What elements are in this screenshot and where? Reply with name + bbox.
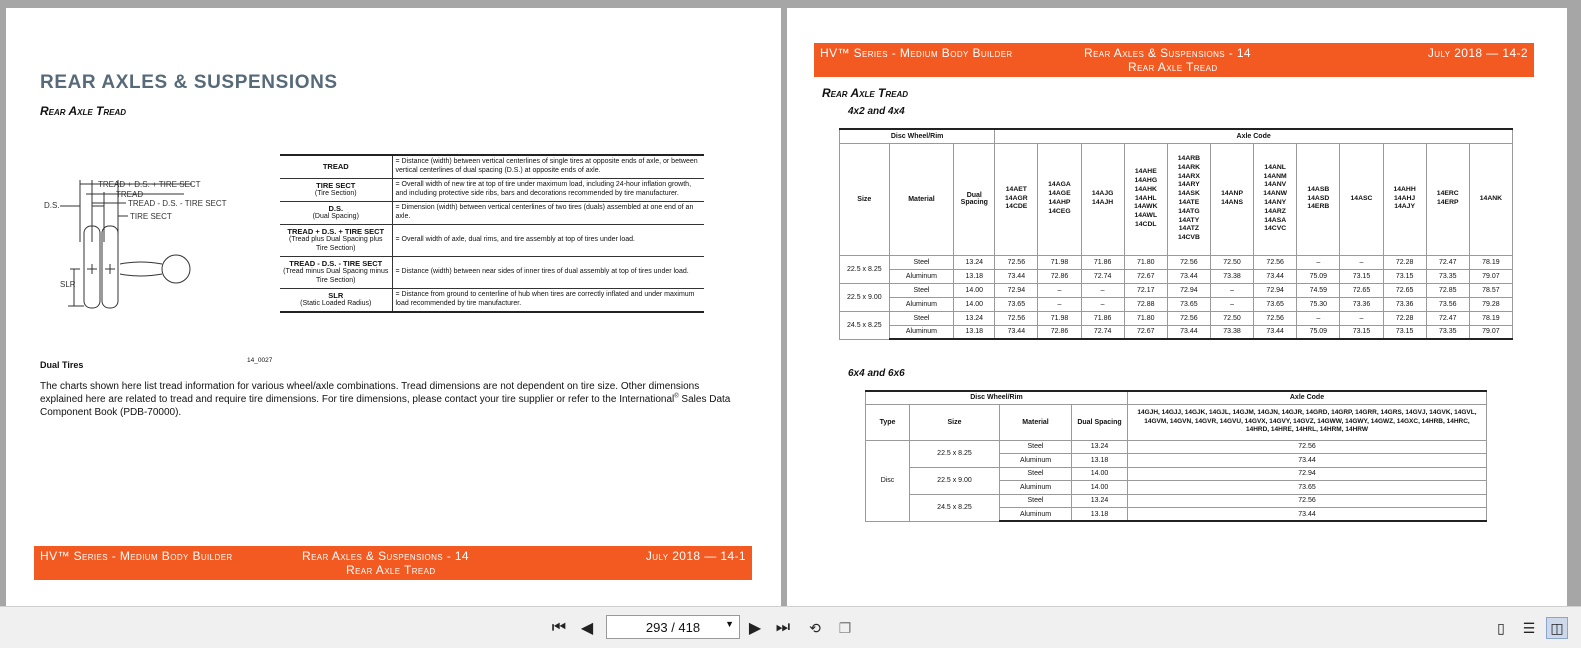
tread-value-cell: – [1210, 297, 1253, 311]
table1-title: 4x2 and 4x4 [848, 106, 905, 117]
tread-value-cell: 72.88 [1124, 297, 1167, 311]
tread-value-cell: 72.74 [1081, 269, 1124, 283]
prev-page-icon[interactable]: ◀ [580, 620, 594, 637]
tread-value-cell: 73.35 [1426, 325, 1469, 339]
header-section: Rear Axles & Suspensions - 14 [1084, 46, 1251, 60]
tread-value-cell: – [1081, 283, 1124, 297]
dual-tires-heading: Dual Tires [40, 360, 84, 370]
single-page-icon[interactable]: ▯ [1497, 619, 1505, 636]
tread-value-cell: 79.07 [1469, 325, 1512, 339]
col-material: Material [889, 143, 954, 255]
definition-term-cell [280, 178, 392, 201]
tread-value-cell: 75.09 [1297, 325, 1340, 339]
size-cell: 22.5 x 8.25 [840, 255, 890, 283]
tread-value-cell: 72.56 [995, 255, 1038, 269]
registered-mark: ® [674, 393, 679, 400]
definition-term: D.S. [328, 203, 344, 213]
tread-value-cell: 72.56 [1167, 255, 1210, 269]
group-disc-wheel: Disc Wheel/Rim [866, 391, 1128, 404]
copy-icon[interactable]: ❐ [838, 619, 852, 636]
definition-sub: (Tread minus Dual Spacing minus Tire Section) [283, 268, 389, 284]
footer-section-sub: Rear Axle Tread [346, 563, 436, 577]
first-page-icon[interactable]: ⏮ [551, 619, 567, 636]
table-row [840, 283, 1513, 297]
tread-value-cell: 71.80 [1124, 311, 1167, 325]
tread-value-cell: 73.44 [1167, 269, 1210, 283]
tread-value-cell: 73.35 [1426, 269, 1469, 283]
tread-value-cell: 73.38 [1210, 325, 1253, 339]
axle-code-header: 14ANL 14ANM 14ANV 14ANW 14ANY 14ARZ 14ASA 14CVC [1254, 143, 1297, 255]
tread-value-cell: 73.44 [995, 269, 1038, 283]
type-cell: Disc [866, 440, 910, 521]
axle-code-header: 14AGA 14AGE 14AHP 14CEG [1038, 143, 1081, 255]
definition-term-cell [280, 155, 392, 178]
tread-value-cell: 72.56 [995, 311, 1038, 325]
tread-value-cell: – [1081, 297, 1124, 311]
material-cell: Aluminum [1000, 508, 1072, 522]
tread-value-cell: 73.15 [1383, 269, 1426, 283]
definition-term-cell [280, 201, 392, 224]
tread-value-cell: 72.17 [1124, 283, 1167, 297]
material-cell: Aluminum [889, 269, 954, 283]
tread-value-cell: 79.07 [1469, 269, 1512, 283]
page-title: REAR AXLES & SUSPENSIONS [40, 72, 338, 93]
axle-code-header: 14ANK [1469, 143, 1512, 255]
page-subtitle: Rear Axle Tread [40, 104, 127, 118]
table-row [840, 255, 1513, 269]
tread-value-cell: 72.50 [1210, 255, 1253, 269]
size-cell: 22.5 x 9.00 [840, 283, 890, 311]
material-cell: Steel [889, 255, 954, 269]
tread-value-cell: 72.47 [1426, 311, 1469, 325]
figure-number: 14_0027 [247, 357, 273, 364]
definition-row [280, 224, 704, 256]
page-number-select[interactable] [606, 615, 740, 639]
tread-value-cell: 72.67 [1124, 269, 1167, 283]
tread-value-cell: 79.28 [1469, 297, 1512, 311]
dual-spacing-cell: 13.24 [954, 311, 995, 325]
definition-desc: = Distance (width) between near sides of inner tires of dual assembly at top of tires under load. [392, 256, 704, 288]
col-material: Material [1000, 404, 1072, 440]
tread-value-cell: 73.44 [1128, 454, 1487, 468]
table-row [840, 325, 1513, 339]
page-header [814, 43, 1534, 77]
tread-value-cell: 73.15 [1383, 325, 1426, 339]
definition-term: TREAD + D.S. + TIRE SECT [287, 226, 385, 236]
col-dual-spacing: Dual Spacing [954, 143, 995, 255]
footer-section: Rear Axles & Suspensions - 14 [302, 549, 469, 563]
table-row [840, 297, 1513, 311]
paragraph-text: The charts shown here list tread information for various wheel/axle combinations. Tread dimensions are not dependent on tire size. Other dimensions explained here are related to tread and require tire dimensions. For tire dimensions, please contact your tire supplier or refer to the International [40, 381, 700, 405]
tread-value-cell: 73.44 [995, 325, 1038, 339]
tread-value-cell: 71.98 [1038, 311, 1081, 325]
tread-value-cell: – [1340, 311, 1383, 325]
tread-value-cell: 71.86 [1081, 255, 1124, 269]
paragraph-text-end: Sales Data Component Book (PDB-70000). [40, 394, 731, 418]
tread-value-cell: – [1038, 297, 1081, 311]
last-page-icon[interactable]: ⏭ [775, 619, 791, 636]
definition-desc: = Distance from ground to centerline of hub when tires are correctly inflated and under maximum load recommended by tire manufacturer. [392, 288, 704, 312]
diagram-label-slr: SLR [60, 280, 76, 289]
axle-code-header: 14ASB 14ASD 14ERB [1297, 143, 1340, 255]
tread-value-cell: 72.65 [1383, 283, 1426, 297]
chevron-down-icon: ▼ [725, 619, 734, 629]
size-cell: 22.5 x 9.00 [910, 467, 1000, 494]
tread-value-cell: 78.19 [1469, 255, 1512, 269]
definition-row [280, 155, 704, 178]
tread-value-cell: 72.28 [1383, 255, 1426, 269]
tread-value-cell: 73.65 [1167, 297, 1210, 311]
tread-value-cell: 74.59 [1297, 283, 1340, 297]
dual-spacing-cell: 13.18 [954, 269, 995, 283]
dual-spacing-cell: 13.24 [1072, 494, 1128, 508]
col-size: Size [840, 143, 890, 255]
definition-term-cell [280, 256, 392, 288]
tread-value-cell: 72.94 [1128, 467, 1487, 481]
size-cell: 24.5 x 8.25 [840, 311, 890, 339]
continuous-page-icon[interactable]: ☰ [1522, 619, 1536, 636]
tread-value-cell: – [1038, 283, 1081, 297]
tread-value-cell: 72.85 [1426, 283, 1469, 297]
table2-title: 6x4 and 6x6 [848, 368, 905, 379]
footer-series: HV™ Series - Medium Body Builder [40, 549, 233, 563]
material-cell: Aluminum [889, 325, 954, 339]
rotate-icon[interactable]: ⟲ [809, 619, 821, 636]
tread-value-cell: – [1340, 255, 1383, 269]
tread-value-cell: 72.47 [1426, 255, 1469, 269]
tread-value-cell: 73.36 [1383, 297, 1426, 311]
tread-value-cell: 72.94 [1167, 283, 1210, 297]
material-cell: Steel [1000, 467, 1072, 481]
axle-code-header: 14AHE 14AHG 14AHK 14AHL 14AWK 14AWL 14CDL [1124, 143, 1167, 255]
axle-code-header: 14ARB 14ARK 14ARX 14ARY 14ASK 14ATE 14ATG 14ATY 14ATZ 14CVB [1167, 143, 1210, 255]
definition-term: TIRE SECT [316, 180, 356, 190]
definition-term: TREAD [322, 162, 349, 172]
tread-value-cell: 73.56 [1426, 297, 1469, 311]
material-cell: Steel [1000, 494, 1072, 508]
tread-value-cell: 72.94 [1254, 283, 1297, 297]
page-footer [34, 546, 752, 580]
axle-code-header: 14AET 14AGR 14CDE [995, 143, 1038, 255]
diagram-label-tread-ds: TREAD + D.S. + TIRE SECT [98, 180, 201, 189]
tread-value-cell: 72.56 [1167, 311, 1210, 325]
tread-value-cell: – [1297, 311, 1340, 325]
tread-value-cell: 73.65 [995, 297, 1038, 311]
tread-value-cell: 73.65 [1128, 481, 1487, 495]
table-row [866, 494, 1487, 508]
tread-value-cell: 78.57 [1469, 283, 1512, 297]
tread-value-cell: 72.94 [995, 283, 1038, 297]
dual-spacing-cell: 14.00 [954, 297, 995, 311]
dual-spacing-cell: 14.00 [954, 283, 995, 297]
axle-codes: 14GJH, 14GJJ, 14GJK, 14GJL, 14GJM, 14GJN, 14GJR, 14GRD, 14GRP, 14GRR, 14GRS, 14GVJ, 14GVK, 14GVL, 14GVM, 14GVN, 14GVR, 14GVU, 14GVX, 14GVY, 14GVZ, 14GWW, 14GWY, 14GWZ, 14GXC, 14HRB, 14HRC, 14HRD, 14HRE, 14HRL, 14HRM, 14HRW [1128, 404, 1487, 440]
definition-term: SLR [328, 290, 344, 300]
dual-spacing-cell: 13.18 [954, 325, 995, 339]
group-axle-code: Axle Code [1128, 391, 1487, 404]
definitions-table [280, 154, 704, 313]
tread-value-cell: 72.50 [1210, 311, 1253, 325]
header-section-sub: Rear Axle Tread [1128, 60, 1218, 74]
tread-value-cell: 72.67 [1124, 325, 1167, 339]
axle-code-header: 14ERC 14ERP [1426, 143, 1469, 255]
next-page-icon[interactable]: ▶ [748, 620, 762, 637]
axle-code-header: 14ANP 14ANS [1210, 143, 1253, 255]
definition-sub: (Tread plus Dual Spacing plus Tire Section) [288, 236, 383, 252]
dual-spacing-cell: 13.24 [1072, 440, 1128, 454]
material-cell: Aluminum [1000, 454, 1072, 468]
size-cell: 24.5 x 8.25 [910, 494, 1000, 521]
page-indicator: 293 / 418 [645, 619, 701, 635]
definition-row [280, 256, 704, 288]
dual-spacing-cell: 14.00 [1072, 481, 1128, 495]
definition-row [280, 178, 704, 201]
tread-value-cell: 73.44 [1167, 325, 1210, 339]
tread-value-cell: 75.30 [1297, 297, 1340, 311]
intro-paragraph [40, 380, 740, 419]
col-type: Type [866, 404, 910, 440]
axle-code-header: 14AJG 14AJH [1081, 143, 1124, 255]
tread-value-cell: 71.98 [1038, 255, 1081, 269]
footer-date: July 2018 — 14-1 [645, 549, 746, 563]
tread-value-cell: 72.56 [1254, 255, 1297, 269]
table-row [840, 269, 1513, 283]
diagram-label-ds: D.S. [44, 201, 60, 210]
tread-value-cell: 72.74 [1081, 325, 1124, 339]
table-row [840, 311, 1513, 325]
dual-spacing-cell: 13.18 [1072, 508, 1128, 522]
definition-sub: (Static Loaded Radius) [300, 299, 372, 307]
tread-value-cell: 71.86 [1081, 311, 1124, 325]
definition-term-cell [280, 288, 392, 312]
left-page [6, 8, 781, 606]
definition-desc: = Overall width of new tire at top of tire under maximum load, including 24-hour inflation growth, and including protective side ribs, bars and decorations recommended by tire manufacturer. [392, 178, 704, 201]
table-row [866, 467, 1487, 481]
material-cell: Steel [1000, 440, 1072, 454]
dual-spacing-cell: 13.18 [1072, 454, 1128, 468]
definition-desc: = Dimension (width) between vertical centerlines of two tires (duals) assembled at one end of an axle. [392, 201, 704, 224]
tread-value-cell: 72.86 [1038, 269, 1081, 283]
definition-sub: (Dual Spacing) [312, 213, 359, 220]
material-cell: Aluminum [889, 297, 954, 311]
tread-value-cell: 73.44 [1254, 325, 1297, 339]
tread-value-cell: 72.65 [1340, 283, 1383, 297]
tread-value-cell: 73.38 [1210, 269, 1253, 283]
viewer-toolbar [0, 606, 1581, 648]
tread-value-cell: 73.44 [1254, 269, 1297, 283]
tread-value-cell: – [1297, 255, 1340, 269]
material-cell: Steel [889, 283, 954, 297]
tread-value-cell: 73.15 [1340, 269, 1383, 283]
tread-value-cell: 75.09 [1297, 269, 1340, 283]
tread-value-cell: 73.44 [1128, 508, 1487, 522]
tread-value-cell: 78.19 [1469, 311, 1512, 325]
definition-sub: (Tire Section) [314, 189, 357, 197]
right-page [787, 8, 1567, 606]
tread-value-cell: 72.86 [1038, 325, 1081, 339]
diagram-label-tire-sect: TIRE SECT [130, 212, 172, 221]
col-size: Size [910, 404, 1000, 440]
tread-value-cell: 73.36 [1340, 297, 1383, 311]
diagram-label-tread: TREAD [116, 190, 144, 199]
definition-term-cell [280, 224, 392, 256]
tread-value-cell: 72.56 [1254, 311, 1297, 325]
material-cell: Steel [889, 311, 954, 325]
axle-code-header: 14AHH 14AHJ 14AJY [1383, 143, 1426, 255]
tread-value-cell: 71.80 [1124, 255, 1167, 269]
header-series: HV™ Series - Medium Body Builder [820, 46, 1013, 60]
definition-row [280, 288, 704, 312]
header-date: July 2018 — 14-2 [1427, 46, 1528, 60]
diagram-label-tread-minus: TREAD - D.S. - TIRE SECT [128, 199, 227, 208]
axle-code-header: 14ASC [1340, 143, 1383, 255]
tread-value-cell: 73.15 [1340, 325, 1383, 339]
definition-term: TREAD - D.S. - TIRE SECT [289, 258, 383, 268]
col-dual-spacing: Dual Spacing [1072, 404, 1128, 440]
table-row [866, 440, 1487, 454]
tread-value-cell: – [1210, 283, 1253, 297]
definition-desc: = Distance (width) between vertical centerlines of single tires at opposite ends of axle, or between vertical centerlines of dual spacing (D.S.) at opposite ends of axle. [392, 155, 704, 178]
group-disc-wheel: Disc Wheel/Rim [840, 129, 995, 143]
tread-table-4x2 [839, 128, 1513, 340]
page-subtitle: Rear Axle Tread [822, 86, 909, 100]
tread-value-cell: 72.56 [1128, 494, 1487, 508]
tread-table-6x4 [865, 390, 1487, 522]
dual-spacing-cell: 13.24 [954, 255, 995, 269]
tread-value-cell: 72.56 [1128, 440, 1487, 454]
definition-desc: = Overall width of axle, dual rims, and tire assembly at top of tires under load. [392, 224, 704, 256]
size-cell: 22.5 x 8.25 [910, 440, 1000, 467]
material-cell: Aluminum [1000, 481, 1072, 495]
tread-diagram [44, 172, 280, 312]
dual-spacing-cell: 14.00 [1072, 467, 1128, 481]
tread-value-cell: 73.65 [1254, 297, 1297, 311]
definition-row [280, 201, 704, 224]
group-axle-code: Axle Code [995, 129, 1513, 143]
two-page-icon[interactable]: ◫ [1546, 617, 1568, 639]
tread-value-cell: 72.28 [1383, 311, 1426, 325]
